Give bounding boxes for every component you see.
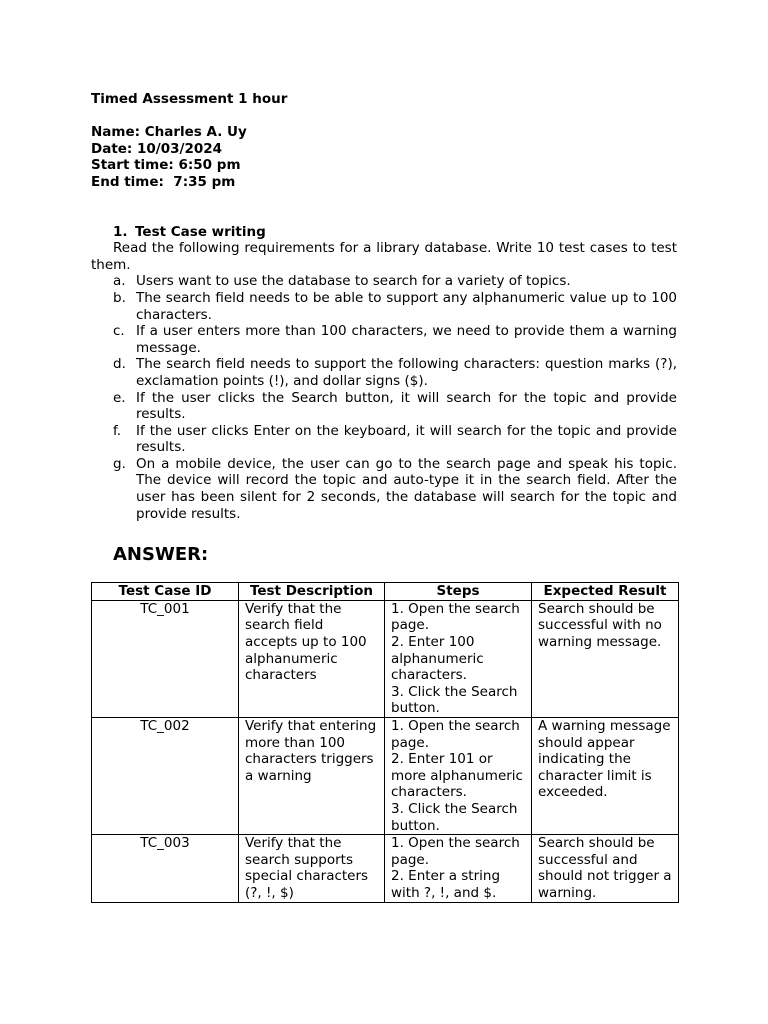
test-case-id: TC_001 <box>92 600 239 717</box>
list-marker: d. <box>113 356 126 373</box>
expected-result: Search should be successful and should not trigger a warning. <box>532 835 679 902</box>
test-steps <box>385 600 532 717</box>
requirement-item <box>91 456 677 522</box>
requirement-item <box>91 323 677 356</box>
assessment-title: Timed Assessment 1 hour <box>91 91 288 107</box>
test-description: Verify that the search supports special characters (?, !, $) <box>239 835 385 902</box>
list-marker: e. <box>113 389 126 406</box>
requirement-item <box>91 390 677 423</box>
requirements-list <box>91 273 677 522</box>
requirement-text: On a mobile device, the user can go to the search page and speak his topic. The device will record the topic and auto-type it in the search field. After the user has been silent for 2 seconds, the database will search for the topic and provide results. <box>136 455 677 522</box>
test-steps <box>385 718 532 835</box>
requirement-text: Users want to use the database to search for a variety of topics. <box>136 273 571 290</box>
requirement-item <box>91 290 677 323</box>
requirement-item <box>91 273 677 290</box>
requirement-item <box>91 356 677 389</box>
column-header: Steps <box>385 583 532 601</box>
step: 1. Open the search page. <box>391 600 520 634</box>
step: 2. Enter 100 alphanumeric characters. <box>391 634 484 684</box>
table-row <box>92 835 679 902</box>
test-steps <box>385 835 532 902</box>
column-header: Expected Result <box>532 583 679 601</box>
requirement-item <box>91 423 677 456</box>
table-row <box>92 718 679 835</box>
test-case-id: TC_003 <box>92 835 239 902</box>
answer-heading: ANSWER: <box>113 544 209 566</box>
list-marker: a. <box>113 273 126 290</box>
requirement-text: If the user clicks the Search button, it will search for the topic and provide results. <box>136 389 677 423</box>
assessment-date: Date: 10/03/2024 <box>91 140 223 157</box>
expected-result: Search should be successful with no warning message. <box>532 600 679 717</box>
section-intro: Read the following requirements for a library database. Write 10 test cases to test them. <box>91 240 677 273</box>
student-name: Name: Charles A. Uy <box>91 124 247 141</box>
table-row <box>92 600 679 717</box>
start-time: Start time: 6:50 pm <box>91 157 241 174</box>
section-number: 1. <box>113 223 128 240</box>
end-time: End time: 7:35 pm <box>91 173 236 190</box>
step: 1. Open the search page. <box>391 835 520 868</box>
step: 3. Click the Search button. <box>391 800 518 834</box>
assessment-header <box>91 91 677 191</box>
requirement-text: The search field needs to be able to support any alphanumeric value up to 100 characters. <box>136 289 677 323</box>
table-header-row <box>92 583 679 601</box>
column-header: Test Case ID <box>92 583 239 601</box>
test-case-id: TC_002 <box>92 718 239 835</box>
step: 2. Enter 101 or more alphanumeric characters. <box>391 751 523 801</box>
step: 2. Enter a string with ?, !, and $. <box>391 868 501 901</box>
test-case-table <box>91 582 679 902</box>
requirement-text: If a user enters more than 100 characters, we need to provide them a warning message. <box>136 323 677 356</box>
step: 3. Click the Search button. <box>391 683 518 717</box>
list-marker: f. <box>113 422 122 439</box>
requirement-text: If the user clicks Enter on the keyboard, it will search for the topic and provide results. <box>136 422 677 456</box>
document-content <box>91 91 677 903</box>
list-marker: c. <box>113 323 125 340</box>
section-title: Test Case writing <box>135 223 266 240</box>
list-marker: g. <box>113 455 126 472</box>
requirement-text: The search field needs to support the following characters: question marks (?), exclamation points (!), and dollar signs ($). <box>136 356 677 389</box>
list-marker: b. <box>113 289 126 306</box>
expected-result: A warning message should appear indicating the character limit is exceeded. <box>532 718 679 835</box>
step: 1. Open the search page. <box>391 718 520 751</box>
column-header: Test Description <box>239 583 385 601</box>
test-description: Verify that the search field accepts up to 100 alphanumeric characters <box>239 600 385 717</box>
section-heading <box>113 224 677 241</box>
test-description: Verify that entering more than 100 characters triggers a warning <box>239 718 385 835</box>
